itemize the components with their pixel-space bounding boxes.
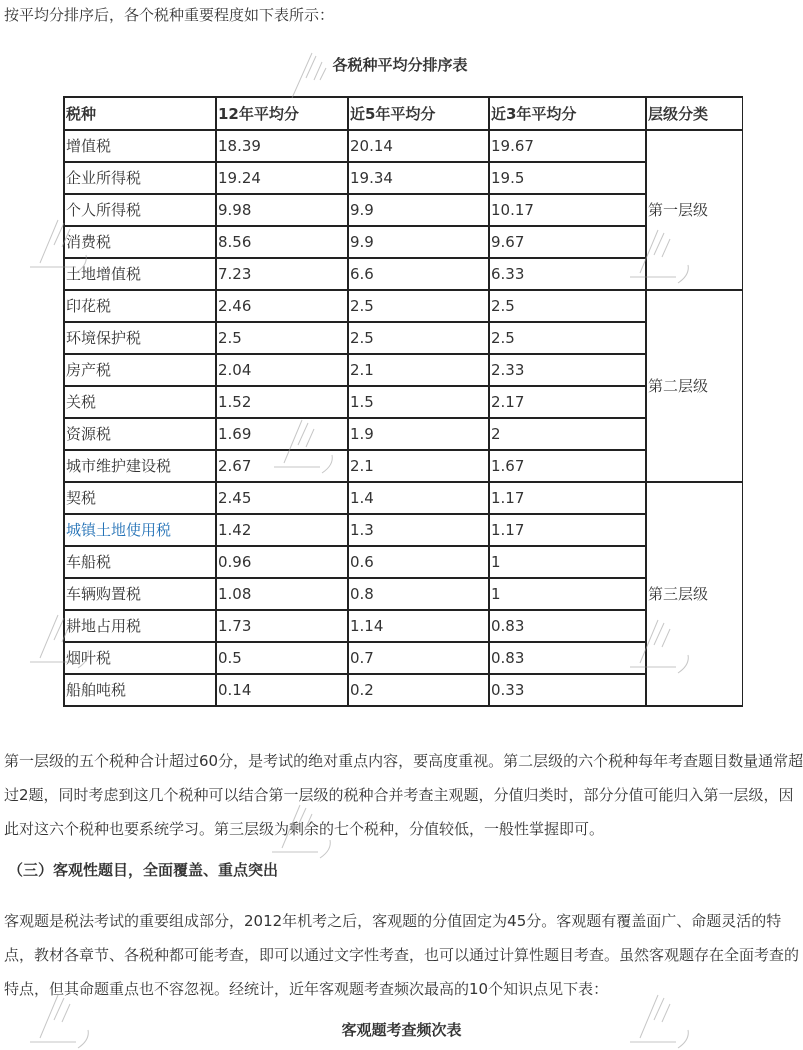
avg3-value: 19.5 [489,162,646,194]
avg5-value: 1.3 [348,514,489,546]
tax-name: 船舶吨税 [64,674,216,706]
avg12-value: 2.5 [216,322,348,354]
table-row [64,418,742,450]
avg5-value: 0.2 [348,674,489,706]
table-row [64,290,742,322]
tax-name: 企业所得税 [64,162,216,194]
avg3-value: 2 [489,418,646,450]
avg5-value: 6.6 [348,258,489,290]
avg3-value: 0.83 [489,610,646,642]
avg5-value: 2.5 [348,322,489,354]
paragraph-levels-explanation: 第一层级的五个税种合计超过60分，是考试的绝对重点内容，要高度重视。第二层级的六个税种每年考查题目数量通常超过2题，同时考虑到这几个税种可以结合第一层级的税种合并考查主观题，分值归类时，部分分值可能归入第一层级，因此对这六个税种也要系统学习。第三层级为剩余的七个税种，分值较低，一般性掌握即可。 [4,752,803,838]
tax-name: 房产税 [64,354,216,386]
avg12-value: 9.98 [216,194,348,226]
table-row [64,130,742,162]
paragraph-objective-questions: 客观题是税法考试的重要组成部分，2012年机考之后，客观题的分值固定为45分。客观题有覆盖面广、命题灵活的特点，教材各章节、各税种都可能考查，即可以通过文字性考查，也可以通过计算性题目考查。虽然客观题存在全面考查的特点，但其命题重点也不容忽视。经统计，近年客观题考查频次最高的10个知识点见下表： [4,912,800,998]
header-avg3: 近3年平均分 [489,97,646,130]
level-label: 第三层级 [646,482,742,706]
table-row [64,514,742,546]
tax-name: 烟叶税 [64,642,216,674]
avg5-value: 2.5 [348,290,489,322]
tax-name: 消费税 [64,226,216,258]
tax-name: 车船税 [64,546,216,578]
intro-text: 按平均分排序后，各个税种重要程度如下表所示： [4,6,335,24]
avg12-value: 2.46 [216,290,348,322]
avg12-value: 0.96 [216,546,348,578]
avg5-value: 9.9 [348,194,489,226]
table-row [64,194,742,226]
tax-name: 环境保护税 [64,322,216,354]
header-level: 层级分类 [646,97,742,130]
tax-name-link[interactable]: 城镇土地使用税 [66,521,172,539]
tax-name-link-cell [64,514,216,546]
avg3-value: 2.5 [489,322,646,354]
table-row [64,450,742,482]
table-row [64,610,742,642]
table-row [64,322,742,354]
avg12-value: 1.69 [216,418,348,450]
table-row [64,258,742,290]
tax-name: 印花税 [64,290,216,322]
avg5-value: 1.9 [348,418,489,450]
avg3-value: 1 [489,578,646,610]
tax-name: 个人所得税 [64,194,216,226]
section-heading: （三）客观性题目，全面覆盖、重点突出 [8,861,279,879]
table-row [64,386,742,418]
avg12-value: 19.24 [216,162,348,194]
tax-name: 契税 [64,482,216,514]
avg3-value: 1 [489,546,646,578]
avg5-value: 2.1 [348,354,489,386]
avg12-value: 1.73 [216,610,348,642]
avg12-value: 2.67 [216,450,348,482]
avg3-value: 2.5 [489,290,646,322]
tax-name: 土地增值税 [64,258,216,290]
avg12-value: 0.14 [216,674,348,706]
avg5-value: 2.1 [348,450,489,482]
avg3-value: 10.17 [489,194,646,226]
avg12-value: 1.42 [216,514,348,546]
tax-name: 车辆购置税 [64,578,216,610]
avg3-value: 2.33 [489,354,646,386]
avg3-value: 19.67 [489,130,646,162]
tax-name: 耕地占用税 [64,610,216,642]
avg12-value: 2.04 [216,354,348,386]
avg5-value: 0.7 [348,642,489,674]
table2-title: 客观题考查频次表 [341,1021,462,1039]
avg5-value: 1.4 [348,482,489,514]
avg5-value: 9.9 [348,226,489,258]
table-row [64,546,742,578]
header-avg5: 近5年平均分 [348,97,489,130]
tax-name: 资源税 [64,418,216,450]
table-row [64,482,742,514]
tax-name: 增值税 [64,130,216,162]
avg12-value: 1.08 [216,578,348,610]
avg3-value: 1.67 [489,450,646,482]
table-row [64,354,742,386]
table-title: 各税种平均分排序表 [332,56,468,74]
table-row [64,578,742,610]
avg3-value: 0.33 [489,674,646,706]
level-label: 第一层级 [646,130,742,290]
table-header-row [64,97,742,130]
avg3-value: 6.33 [489,258,646,290]
table-row [64,674,742,706]
avg12-value: 18.39 [216,130,348,162]
table-row [64,642,742,674]
avg3-value: 0.83 [489,642,646,674]
tax-name: 城市维护建设税 [64,450,216,482]
avg5-value: 1.5 [348,386,489,418]
avg12-value: 8.56 [216,226,348,258]
header-tax: 税种 [64,97,216,130]
avg5-value: 0.8 [348,578,489,610]
avg12-value: 0.5 [216,642,348,674]
table-row [64,162,742,194]
avg3-value: 1.17 [489,514,646,546]
avg5-value: 0.6 [348,546,489,578]
avg3-value: 2.17 [489,386,646,418]
tax-name: 关税 [64,386,216,418]
avg5-value: 20.14 [348,130,489,162]
table-row [64,226,742,258]
avg5-value: 1.14 [348,610,489,642]
avg3-value: 9.67 [489,226,646,258]
avg12-value: 1.52 [216,386,348,418]
avg3-value: 1.17 [489,482,646,514]
header-avg12: 12年平均分 [216,97,348,130]
avg12-value: 2.45 [216,482,348,514]
avg5-value: 19.34 [348,162,489,194]
avg12-value: 7.23 [216,258,348,290]
level-label: 第二层级 [646,290,742,482]
tax-average-score-table [63,96,743,707]
